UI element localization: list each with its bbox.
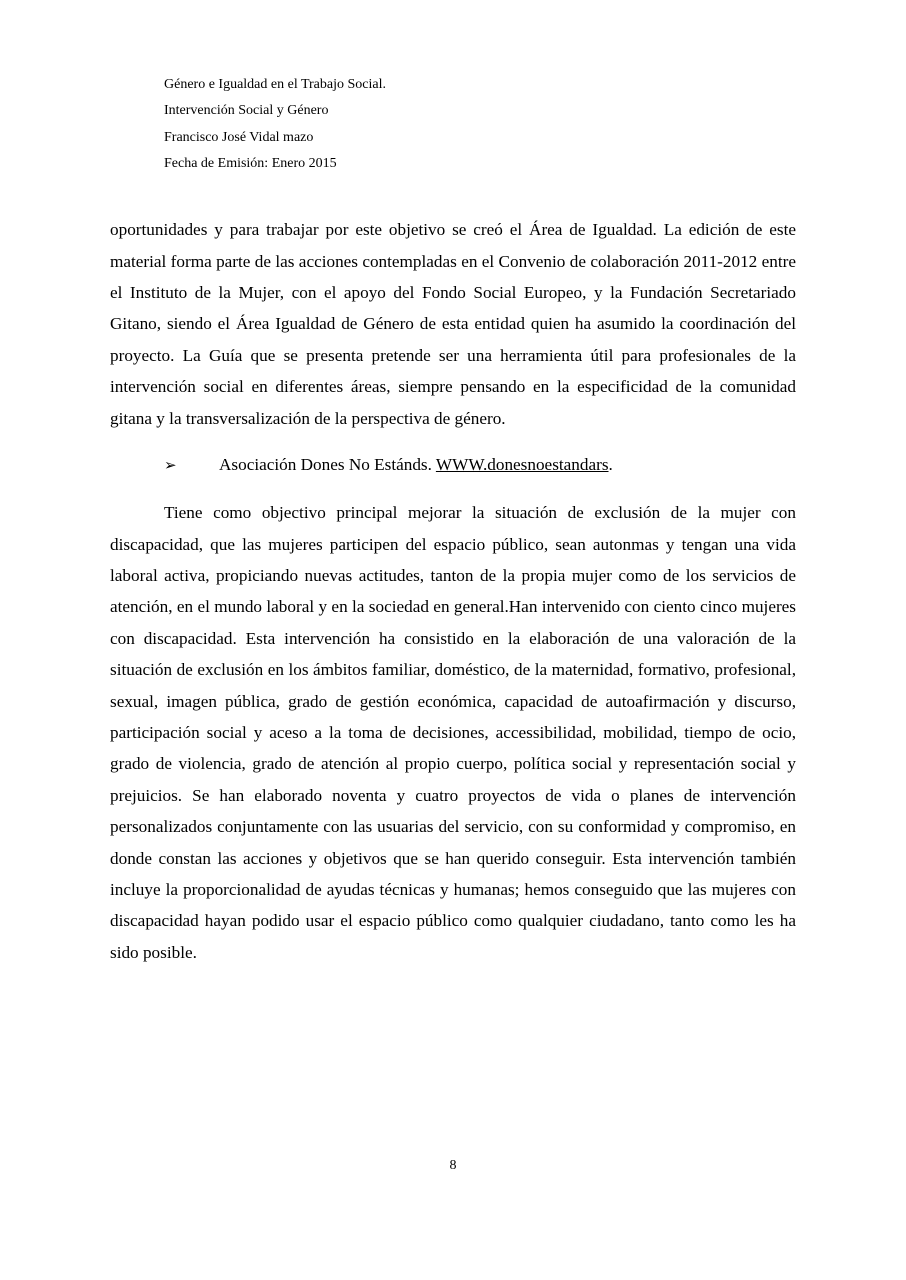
bullet-item xyxy=(164,449,613,482)
document-header xyxy=(164,72,386,177)
header-author: Francisco José Vidal mazo xyxy=(164,129,314,145)
arrowhead-bullet-icon: ➢ xyxy=(164,458,177,474)
body-paragraph-1: oportunidades y para trabajar por este objetivo se creó el Área de Igualdad. La edición de este material forma parte de las acciones contempladas en el Convenio de colaboración 2011-2012 entre el Instituto de la Mujer, con el apoyo del Fondo Social Europeo, y la Fundación Secretariado Gitano, siendo el Área Igualdad de Género de esta entidad quien ha asumido la coordinación del proyecto. La Guía que se presenta pretende ser una herramienta útil para profesionales de la intervención social en diferentes áreas, siempre pensando en la especificidad de la comunidad gitana y la transversalización de la perspectiva de género. xyxy=(110,220,796,428)
bullet-trailing-period: . xyxy=(608,455,613,474)
body-paragraph-2: Tiene como objectivo principal mejorar la situación de exclusión de la mujer con discapacidad, que las mujeres participen del espacio público, sean autonmas y tengan una vida laboral activa, propiciando nuevas actitudes, tanton de la propia mujer como de los servicios de atención, en el mundo laboral y en la sociedad en general.Han intervenido con ciento cinco mujeres con discapacidad. Esta intervención ha consistido en la elaboración de una valoración de la situación de exclusión en los ámbitos familiar, doméstico, de la maternidad, formativo, profesional, sexual, imagen pública, grado de gestión económica, capacidad de autoafirmación y discurso, participación social y aceso a la toma de decisiones, accessibilidad, mobilidad, tiempo de ocio, grado de violencia, grado de atención al propio cuerpo, política social y representación social y prejuicios. Se han elaborado noventa y cuatro proyectos de vida o planes de intervención personalizados conjuntamente con las usuarias del servicio, con su conformidad y compromiso, en donde constan las acciones y objetivos que se han querido conseguir. Esta intervención también incluye la proporcionalidad de ayudas técnicas y humanas; hemos conseguido que las mujeres con discapacidad hayan podido usar el espacio público como qualquier ciudadano, tanto como les ha sido posible. xyxy=(110,503,796,962)
page-number: 8 xyxy=(449,1158,457,1173)
website-link[interactable]: WWW.donesnoestandars xyxy=(435,455,609,474)
header-date: Fecha de Emisión: Enero 2015 xyxy=(164,155,337,171)
header-subtitle: Intervención Social y Género xyxy=(164,103,329,119)
bullet-text: Asociación Dones No Estánds. xyxy=(219,455,436,474)
header-title: Género e Igualdad en el Trabajo Social. xyxy=(164,77,386,92)
